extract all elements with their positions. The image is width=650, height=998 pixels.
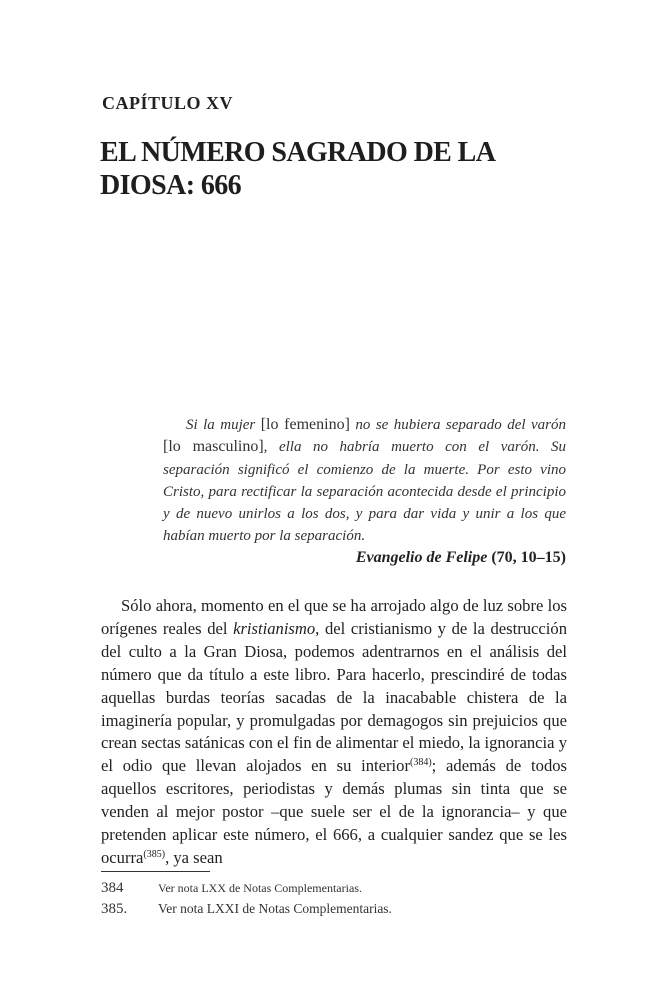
epigraph-quote <box>163 414 566 548</box>
chapter-label: CAPÍTULO XV <box>102 93 234 113</box>
footnote-number: 385. <box>101 901 128 917</box>
italic-run: , ella no habría muerto con el varón. Su separación significó el comienzo de la muerte. Por esto vino Cristo, para rectificar la separación acontecida desde el principio y de nuevo unirlos a los dos, y para dar vida y unir a los que habían muerto por la separación. <box>163 439 566 545</box>
text-run: Sólo ahora, momento en el que se ha arrojado algo de luz sobre los orígenes reales del <box>101 596 567 638</box>
footnote-reference: (384) <box>410 757 432 769</box>
body-text <box>101 595 567 870</box>
epigraph-source-title: Evangelio de Felipe <box>355 549 488 566</box>
text-run: , ya sean <box>165 847 223 867</box>
italic-run: no se hubiera separado del varón <box>349 417 566 433</box>
epigraph-paragraph <box>163 414 566 548</box>
bracketed-gloss: [lo femenino] <box>260 416 350 433</box>
epigraph-source <box>163 549 566 567</box>
text-run: , del cristianismo y de la destrucción del culto a la Gran Diosa, podemos adentrarnos en el análisis del número que da título a este libro. Para hacerlo, prescindiré de todas aquellas burdas teorías sacadas de la inacabable chistera de la imaginería popular, y promulgadas por demagogos sin prejuicios que crean sectas satánicas con el fin de alimentar el miedo, la ignorancia y el odio que llevan alojados en su interior <box>101 618 567 776</box>
footnote-divider <box>101 871 210 872</box>
text-run: ; además de todos aquellos escritores, periodistas y demás plumas sin tinta que se venden al mejor postor –que suele ser el de la ignorancia– y que pretenden aplicar este número, el 666, a cualquier sandez que se les ocurra <box>101 756 567 867</box>
footnote-reference: (385) <box>143 848 166 860</box>
italic-run: Si la mujer <box>186 417 261 433</box>
footnote-385 <box>101 900 567 918</box>
chapter-title: EL NÚMERO SAGRADO DE LA DIOSA: 666 <box>100 137 494 201</box>
body-paragraph <box>101 595 567 870</box>
italic-run: kristianismo <box>233 618 316 638</box>
epigraph-source-reference: (70, 10–15) <box>491 549 566 566</box>
footnote-384 <box>101 879 567 897</box>
footnote-text: Ver nota LXX de Notas Complementarias. <box>158 881 362 895</box>
footnote-text: Ver nota LXXI de Notas Complementarias. <box>158 901 392 916</box>
footnote-number: 384 <box>101 880 124 896</box>
bracketed-gloss: [lo masculino] <box>163 438 264 456</box>
